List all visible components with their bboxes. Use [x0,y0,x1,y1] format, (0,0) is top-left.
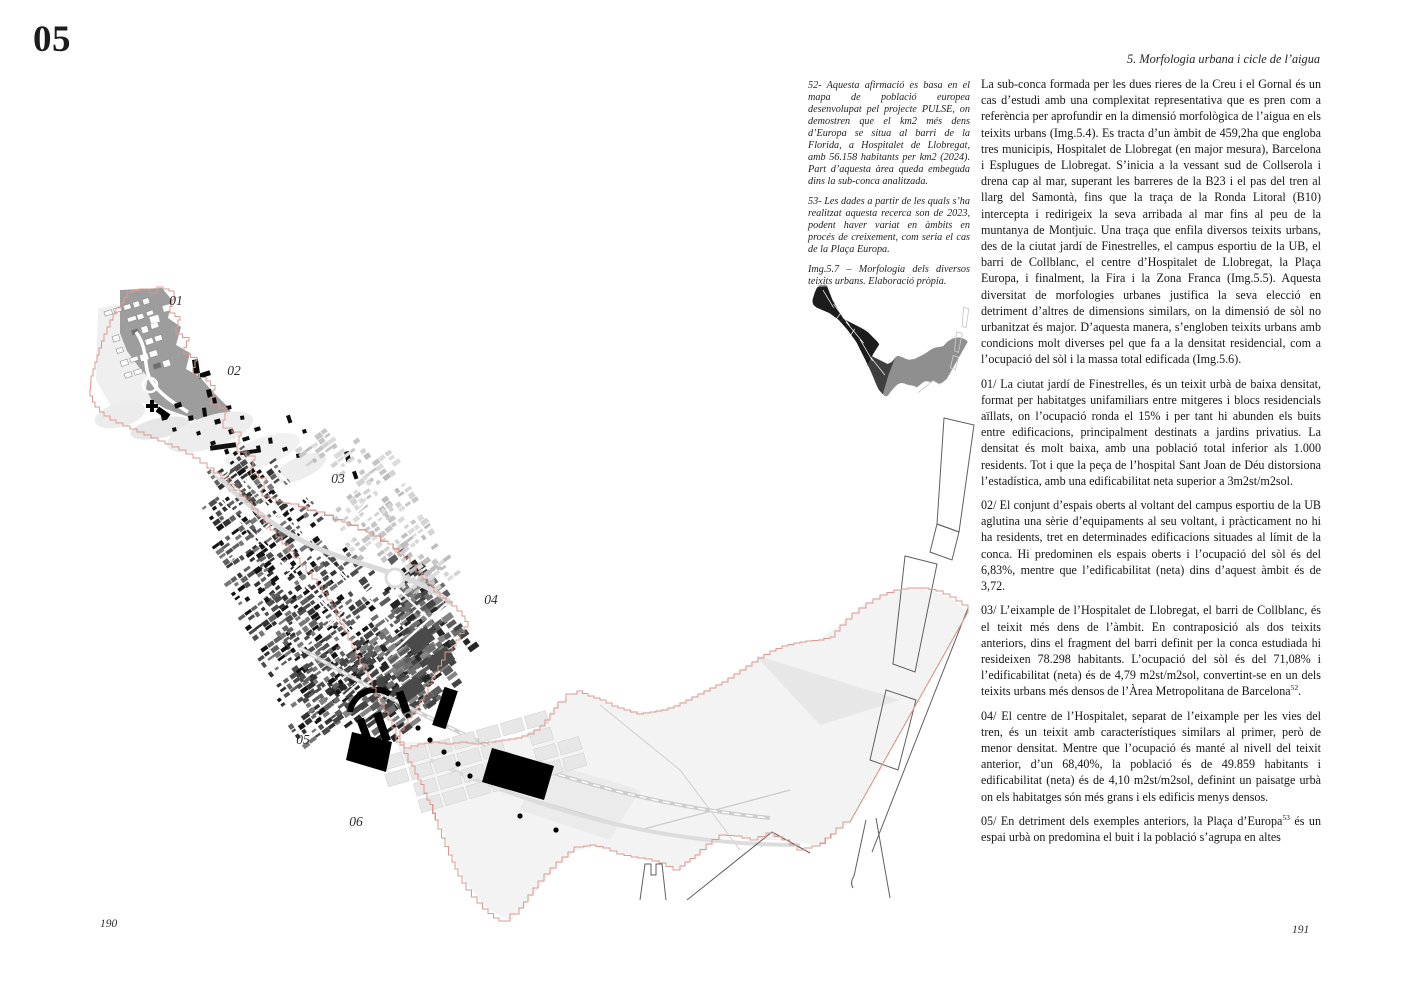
map-zone-label-05: 05 [296,732,310,747]
paragraph-zone-05 [981,813,1321,845]
map-zone-label-02: 02 [227,363,241,378]
map-artwork [92,288,974,921]
inset-overview-map [812,284,968,396]
paragraph-text: 05/ En detriment dels exemples anteriors, la Plaça d’Europa [981,813,1283,828]
paragraph-text: . [1298,684,1302,699]
map-zone-label-04: 04 [484,592,498,607]
paragraph-zone-04 [981,708,1321,805]
paragraph-text: és un espai urbà on predomina el buit i la població s’agrupa en altes [981,813,1321,844]
map-zone-label-06: 06 [349,814,363,829]
paragraph-intro [981,76,1321,368]
margin-notes-column [808,80,970,297]
footnote-52: 52- Aquesta afirmació es basa en el mapa de població europea desenvolupat pel projecte PULSE, on demostren que el km2 més dens d’Europa se situa al barri de la Florida, a Hospitalet de Llobregat, amb 56.158 habitants per km2 (2024). Part d’aquesta àrea queda embeguda dins la sub-conca analitzada. [808,80,970,188]
right-page-number: 191 [1292,924,1310,936]
paragraph-text: 02/ El conjunt d’espais oberts al voltant del campus esportiu de la UB aglutina una sèrie d’equipaments al seu voltant, i pràcticament no hi ha residents, tret en determinades edificacions situades al límit de la conca. Hi predominen els espais oberts i l’ocupació del sòl és del 6,83%, mentre que l’edificabilitat (neta) dins d’aquest àmbit és de 3,72. [981,498,1321,594]
footnote-53: 53- Les dades a partir de les quals s’ha realitzat aquesta recerca son de 2023, podent haver variat en àmbits en procés de creixement, com seria el cas de la Plaça Europa. [808,196,970,256]
left-page-number: 190 [100,918,118,930]
map-zone-label-01: 01 [169,293,183,308]
body-text-column [981,76,1321,853]
paragraph-text: 04/ El centre de l’Hospitalet, separat de l’eixample per les vies del tren, és un teixit amb característiques similars al primer, però de menor densitat. Mentre que l’ocupació és manté al nivell del teixit anterior, d’un 68,40%, la població és de 49.859 habitants i edificabilitat (neta) és de 4,10 m2st/m2sol, definint un paisatge urbà on els habitatges són més grans i els edificis menys densos. [981,708,1321,804]
footnote-ref: 53 [1282,812,1290,822]
paragraph-zone-02 [981,497,1321,594]
paragraph-text: 03/ L’eixample de l’Hospitalet de Llobregat, el barri de Collblanc, és el teixit més dens de l’àmbit. En contraposició als dos teixits anteriors, dins el fragment del barri definit per la conca estudiada hi resideixen 78.298 habitants. L’ocupació del sòl és del 71,08% i l’edificabilitat (neta) és de 4,79 m2st/m2sol, convertint-se en un dels teixits urbans més densos de l’Àrea Metropolitana de Barcelona [981,603,1321,699]
paragraph-zone-03 [981,602,1321,699]
paragraph-text: La sub-conca formada per les dues rieres de la Creu i el Gornal és un cas d’estudi amb una complexitat representativa que es pren com a referència per aprofundir en la dimensió morfològica de l’aigua en els teixits urbans (Img.5.4). Es tracta d’un àmbit de 459,2ha que engloba tres municipis, Hospitalet de Llobregat (en major mesura), Barcelona i Esplugues de Llobregat. S’inicia a la vessant sud de Collserola i drena cap al mar, superant les barreres de la B23 i el pas del tren al llarg del Samontà, fins que la traça de la Ronda Litoral (B10) intercepta i redirigeix la seva arribada al mar fins al peu de la muntanya de Montjuic. Una traça que enfila diversos teixits urbans, des de la ciutat jardí de Finestrelles, el campus esportiu de la UB, el barri de Collblanc, el centre d’Hospitalet de Llobregat, la Plaça Europa, i finalment, la Fira i la Zona Franca (Img.5.5). Aquesta diversitat de morfologies urbanes justifica la seva elecció en detriment d’altres de dimensions similars, on la dimensió de sòl no urbanitzat és major. D’aquesta manera, s’engloben teixits urbans amb condicions molt diverses pel que fa a la densitat residencial, com a l’ocupació del sòl i la massa total edificada (Img.5.6). [981,77,1321,367]
paragraph-text: 01/ La ciutat jardí de Finestrelles, és un teixit urbà de baixa densitat, format per habitatges unifamiliars entre mitgeres i blocs residencials aïllats, on l’ocupació ronda el 15% i per tant hi abunden els buits entre edificacions, principalment destinats a jardins privatius. La densitat és molt baixa, amb una població total inferior als 1.000 residents. Tot i que la peça de l’hospital Sant Joan de Déu distorsiona l’estadística, amb una edificabilitat neta superior a 3m2st/m2sol. [981,376,1321,488]
footnote-ref: 52 [1290,683,1299,693]
running-header: 5. Morfologia urbana i cicle de l’aigua [1127,52,1320,66]
chapter-number: 05 [33,19,71,60]
map-zone-label-03: 03 [331,471,345,486]
figure-caption: Img.5.7 – Morfologia dels diversos teixits urbans. Elaboració pròpia. [808,264,970,288]
paragraph-zone-01 [981,376,1321,489]
